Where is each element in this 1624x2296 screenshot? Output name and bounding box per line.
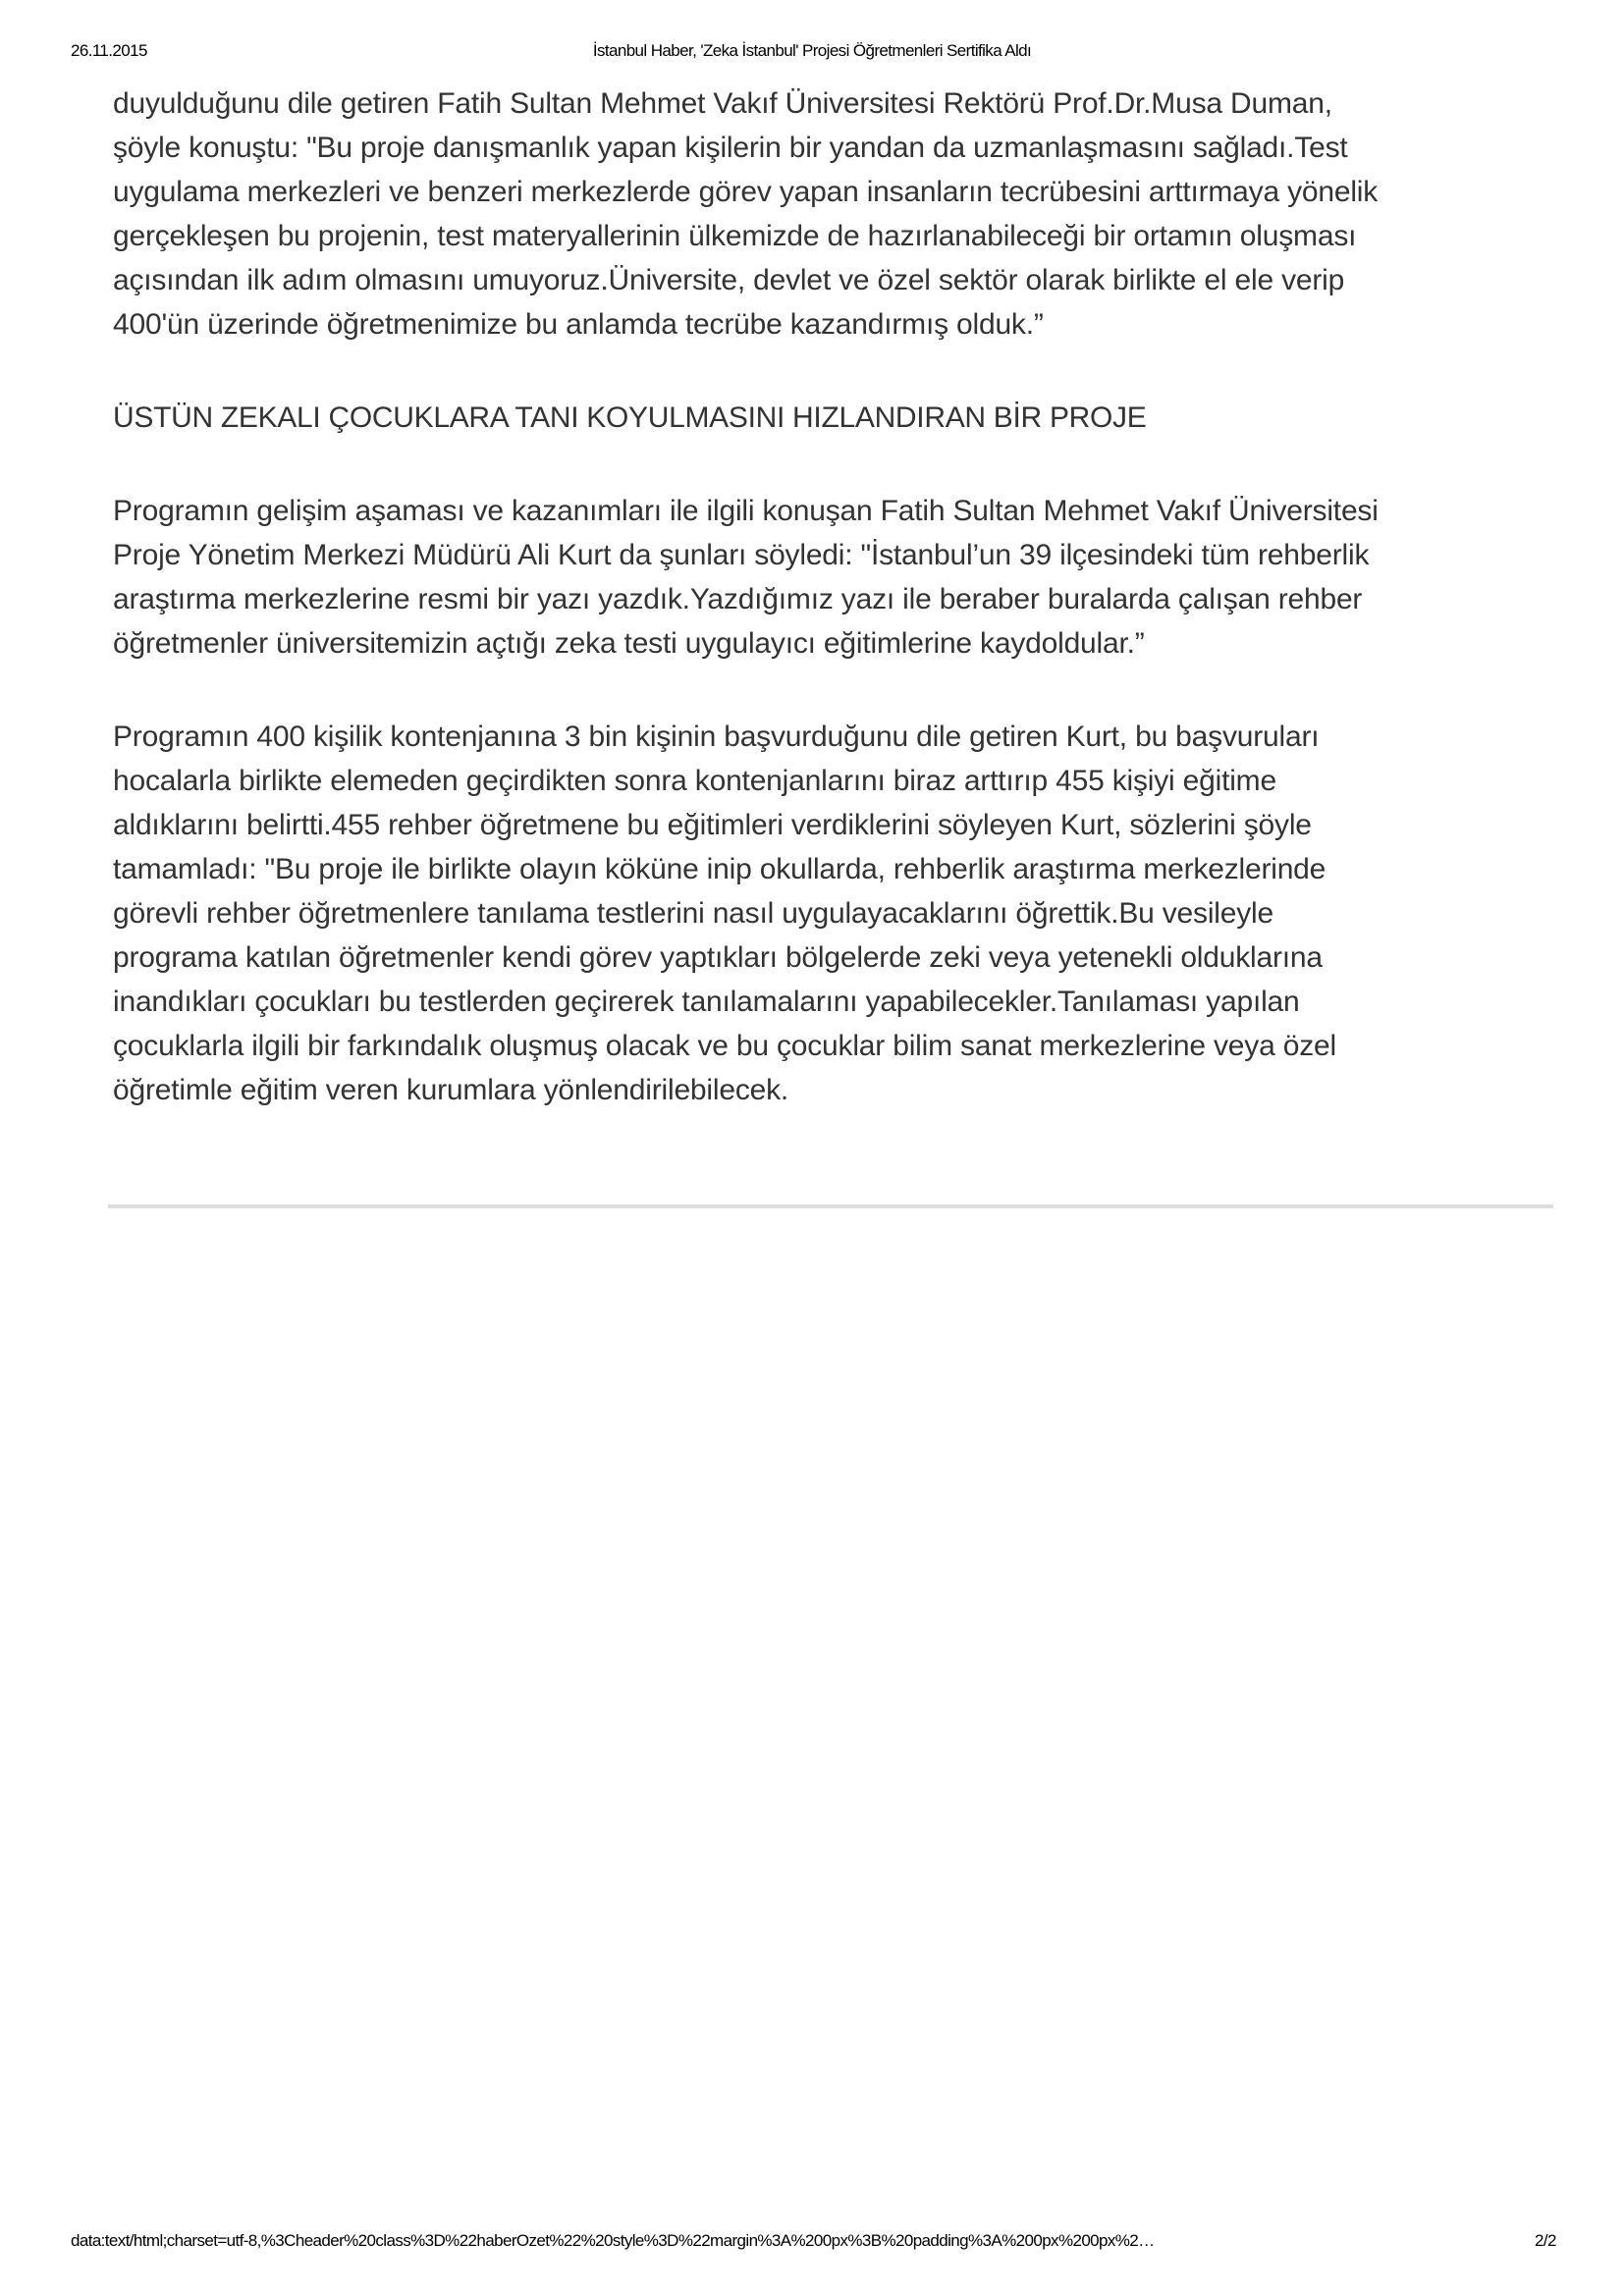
spacer (113, 440, 1556, 489)
paragraph-line: Proje Yönetim Merkezi Müdürü Ali Kurt da şunları söyledi: "İstanbul’un 39 ilçesindeki tüm rehberlik (113, 539, 1370, 571)
paragraph-line: duyulduğunu dile getiren Fatih Sultan Mehmet Vakıf Üniversitesi Rektörü Prof.Dr.Musa Duman, (113, 87, 1332, 120)
print-footer-page-number: 2/2 (1535, 2231, 1556, 2250)
paragraph-line: çocuklarla ilgili bir farkındalık oluşmuş olacak ve bu çocuklar bilim sanat merkezlerine veya özel (113, 1030, 1336, 1062)
paragraph-line: açısından ilk adım olmasını umuyoruz.Üniversite, devlet ve özel sektör olarak birlikte el ele verip (113, 264, 1345, 296)
paragraph-line: şöyle konuştu: "Bu proje danışmanlık yapan kişilerin bir yandan da uzmanlaşmasını sağladı.Test (113, 132, 1348, 164)
paragraph-1 (113, 81, 1556, 347)
paragraph-line: inandıkları çocukları bu testlerden geçirerek tanılamalarını yapabilecekler.Tanılaması yapılan (113, 986, 1300, 1018)
print-header-title: İstanbul Haber, 'Zeka İstanbul' Projesi Öğretmenleri Sertifika Aldı (592, 41, 1032, 60)
paragraph-line: programa katılan öğretmenler kendi görev yaptıkları bölgelerde zeki veya yetenekli olduklarına (113, 941, 1323, 974)
paragraph-line: uygulama merkezleri ve benzeri merkezlerde görev yapan insanların tecrübesini arttırmaya yönelik (113, 176, 1379, 208)
article-body (113, 81, 1556, 1112)
paragraph-line: Programın gelişim aşaması ve kazanımları ile ilgili konuşan Fatih Sultan Mehmet Vakıf Üniversitesi (113, 495, 1379, 527)
spacer (113, 347, 1556, 396)
paragraph-line: aldıklarını belirtti.455 rehber öğretmene bu eğitimleri verdiklerini söyleyen Kurt, sözlerini şöyle (113, 809, 1312, 841)
spacer (113, 666, 1556, 715)
paragraph-line: araştırma merkezlerine resmi bir yazı yazdık.Yazdığımız yazı ile beraber buralarda çalışan rehber (113, 583, 1363, 615)
paragraph-line: tamamladı: "Bu proje ile birlikte olayın köküne inip okullarda, rehberlik araştırma merkezlerinde (113, 853, 1326, 885)
section-heading: ÜSTÜN ZEKALI ÇOCUKLARA TANI KOYULMASINI HIZLANDIRAN BİR PROJE (113, 401, 1147, 434)
paragraph-3 (113, 715, 1556, 1112)
paragraph-line: gerçekleşen bu projenin, test materyallerinin ülkemizde de hazırlanabileceği bir ortamın oluşması (113, 220, 1357, 252)
paragraph-line: öğretimle eğitim veren kurumlara yönlendirilebilecek. (113, 1074, 789, 1106)
paragraph-line: Programın 400 kişilik kontenjanına 3 bin kişinin başvurduğunu dile getiren Kurt, bu başvuruları (113, 721, 1320, 753)
horizontal-rule (108, 1204, 1553, 1208)
print-header-date: 26.11.2015 (71, 41, 147, 60)
print-footer-url: data:text/html;charset=utf-8,%3Cheader%20class%3D%22haberOzet%22%20style%3D%22margin%3A%200px%3B%20padding%3A%200px%200px%2… (71, 2231, 1155, 2250)
paragraph-2 (113, 489, 1556, 666)
paragraph-line: görevli rehber öğretmenlere tanılama testlerini nasıl uygulayacaklarını öğrettik.Bu vesileyle (113, 897, 1274, 930)
paragraph-line: öğretmenler üniversitemizin açtığı zeka testi uygulayıcı eğitimlerine kaydoldular.” (113, 627, 1145, 660)
paragraph-line: 400'ün üzerinde öğretmenimize bu anlamda tecrübe kazandırmış olduk.” (113, 308, 1044, 341)
paragraph-line: hocalarla birlikte elemeden geçirdikten sonra kontenjanlarını biraz arttırıp 455 kişiyi eğitime (113, 765, 1276, 797)
